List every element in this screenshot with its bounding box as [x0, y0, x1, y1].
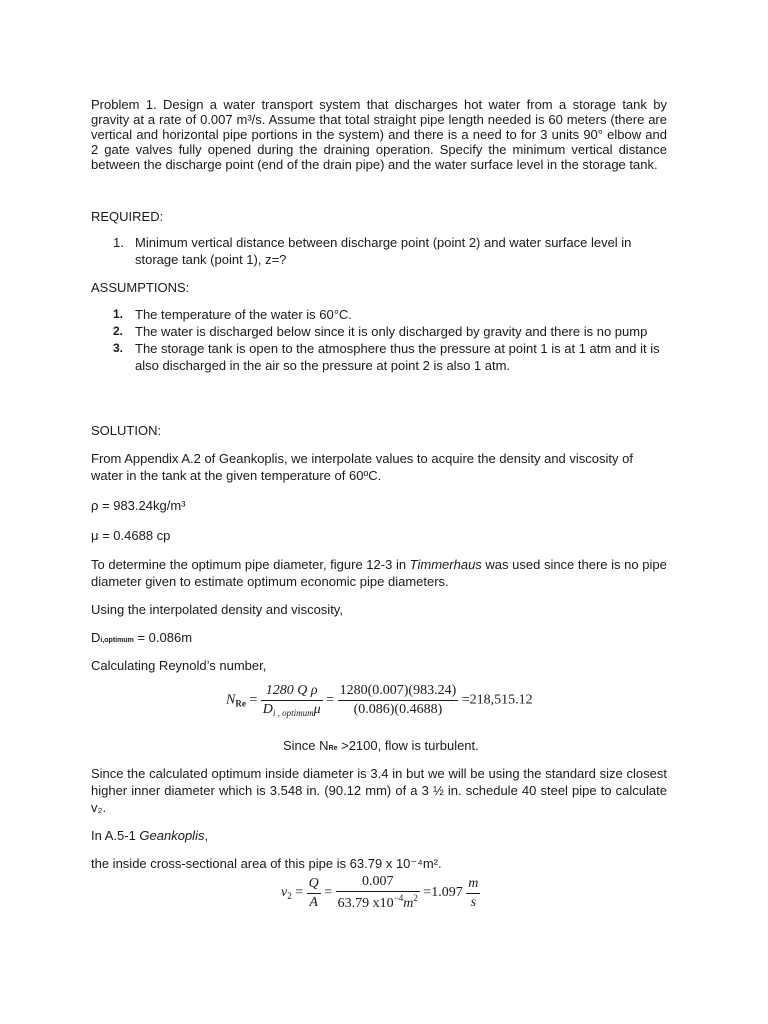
required-heading: REQUIRED:	[91, 209, 164, 224]
problem-statement: Problem 1. Design a water transport system that discharges hot water from a storage tank by gravity at a rate of 0.007 m³/s. Assume that total straight pipe length needed is 60 meters (there are vertical and horizontal pipe portions in the system) and there is a need to for 3 units 90° elbow and 2 gate valves fully opened during the draining operation. Specify the minimum vertical distance between the discharge point (end of the drain pipe) and the water surface level in the storage tank.	[91, 97, 667, 172]
velocity-fraction-numeric: $\frac{0.007}{63.79 x10^{-4}m^2}$	[337, 874, 418, 911]
reynolds-intro: Calculating Reynold’s number,	[91, 658, 267, 673]
required-list	[91, 234, 667, 268]
reference-timmerhaus: Timmerhaus	[409, 557, 482, 572]
reynolds-equation: $N_{Re}$ = $\frac{\text{1280 Q ρ}}{D_{i , optimum}\mu}$ = $\frac{1280(0.007)(983.24)}{(0.086)(0.4688)}$ =218,515.12	[226, 683, 533, 718]
density-value: ρ = 983.24kg/m³	[91, 498, 186, 513]
timmerhaus-paragraph: To determine the optimum pipe diameter, figure 12-3 in Timmerhaus was used since there is no pipe diameter given to estimate optimum economic pipe diameters.	[91, 557, 667, 589]
geankoplis-reference: In A.5-1 Geankoplis,	[91, 828, 209, 843]
using-paragraph: Using the interpolated density and viscosity,	[91, 602, 343, 617]
cross-section-area: the inside cross-sectional area of this pipe is 63.79 x 10⁻⁴m².	[91, 856, 442, 871]
list-item	[91, 340, 667, 374]
list-item-text: The water is discharged below since it is only discharged by gravity and there is no pump	[135, 324, 648, 339]
list-item-number: 3.	[113, 341, 124, 355]
velocity-fraction-symbolic: $\frac{Q}{A}$	[308, 875, 319, 910]
list-item	[91, 234, 667, 268]
reynolds-fraction-numeric: $\frac{1280(0.007)(983.24)}{(0.086)(0.4688)}$	[339, 683, 457, 717]
list-item-number: 2.	[113, 324, 124, 338]
reynolds-fraction-symbolic: $\frac{\text{1280 Q ρ}}{D_{i , optimum}\mu}$	[262, 683, 321, 718]
list-item	[91, 306, 667, 323]
list-item-text: The temperature of the water is 60°C.	[135, 307, 352, 322]
list-item	[91, 323, 667, 340]
list-item-text: Minimum vertical distance between discharge point (point 2) and water surface level in storage tank (point 1), z=?	[135, 235, 632, 267]
appendix-paragraph: From Appendix A.2 of Geankoplis, we interpolate values to acquire the density and viscosity of water in the tank at the given temperature of 60ºC.	[91, 451, 633, 483]
standard-pipe-paragraph: Since the calculated optimum inside diameter is 3.4 in but we will be using the standard size closest higher inner diameter which is 3.548 in. (90.12 mm) of a 3 ½ in. schedule 40 steel pipe to calculate v₂.	[91, 766, 667, 815]
velocity-equation: $v_2$ = $\frac{Q}{A}$ = $\frac{0.007}{63.79 x10^{-4}m^2}$ =1.097 $\frac{m}{s}$	[281, 874, 479, 911]
velocity-result: =1.097	[423, 885, 463, 901]
viscosity-value: μ = 0.4688 cp	[91, 528, 171, 543]
list-item-text: The storage tank is open to the atmosphere thus the pressure at point 1 is at 1 atm and it is also discharged in the air so the pressure at point 2 is also 1 atm.	[135, 341, 660, 373]
assumptions-list	[91, 306, 667, 374]
turbulent-statement: Since NRe >2100, flow is turbulent.	[283, 738, 479, 753]
assumptions-heading: ASSUMPTIONS:	[91, 280, 190, 295]
optimum-diameter: Di,optimum = 0.086m	[91, 630, 193, 645]
list-item-number: 1.	[113, 307, 124, 321]
solution-heading: SOLUTION:	[91, 423, 162, 438]
reynolds-result: =218,515.12	[461, 692, 533, 708]
velocity-unit: $\frac{m}{s}$	[468, 875, 479, 910]
list-item-number: 1.	[113, 235, 124, 250]
